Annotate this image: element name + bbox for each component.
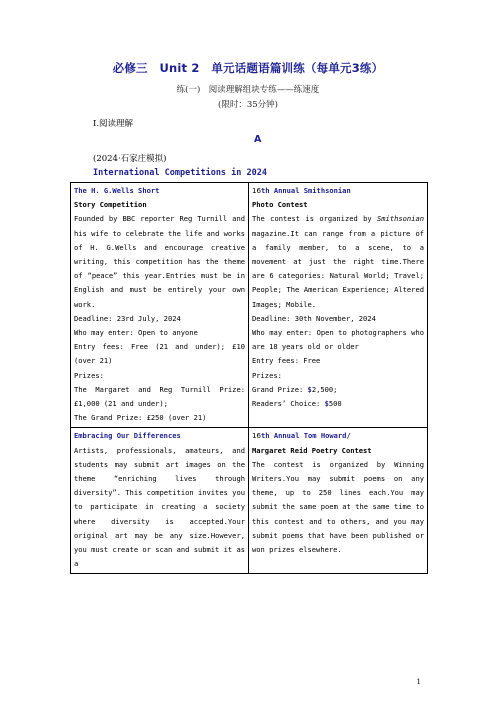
grand-prize-label: Grand Prize:	[252, 384, 308, 394]
dollar-sign-icon: $	[324, 399, 329, 409]
wells-deadline: Deadline: 23rd July, 2024	[74, 313, 181, 323]
wells-description: Founded by BBC reporter Reg Turnill and his wife to celebrate the life and works of H. G.Wells and encourage creative writing, this competition has the theme of “peace” this year.Entries must be in English and must be entirely your own work.	[74, 214, 245, 309]
smithsonian-deadline: Deadline: 30th November, 2024	[252, 313, 376, 323]
cell-smithsonian-contest	[249, 183, 428, 428]
wells-prize-2: The Grand Prize: £250 (over 21)	[74, 413, 207, 423]
wells-prizes-label: Prizes:	[74, 370, 104, 380]
readers-choice-amount: 500	[328, 399, 342, 409]
wells-prize-1: The Margaret and Reg Turnill Prize: £1,000 (21 and under);	[74, 384, 245, 409]
wells-entry-fees: Entry fees: Free (21 and under); £10 (over 21)	[74, 342, 245, 366]
competitions-table	[70, 182, 428, 574]
smithsonian-title-line2: Photo Contest	[252, 200, 308, 210]
poetry-description: The contest is organized by Winning Writers.You may submit poems on any theme, up to 250 lines each.You may submit the same poem at the same time to this contest and to others, and you may submit poems that have been published or won prizes elsewhere.	[252, 459, 424, 555]
smithsonian-ordinal: 16	[252, 186, 262, 195]
dollar-sign-icon: $	[307, 384, 312, 394]
wells-who-may-enter: Who may enter: Open to anyone	[74, 328, 198, 338]
page-title: 必修三 Unit 2 单元话题语篇训练（每单元3练）	[112, 61, 384, 75]
poetry-title-line2: Margaret Reid Poetry Contest	[252, 445, 372, 455]
embracing-description: Artists, professionals, amateurs, and students may submit art images on the theme “enriching lives through diversity”. This competition invites you to participate in creating a society where diversity is accepted.Your original art may be any size.However, you must create or scan and submit it as a	[74, 445, 245, 569]
readers-choice-label: Readers’ Choice:	[252, 399, 325, 409]
poetry-ordinal: 16	[252, 431, 262, 441]
smithsonian-readers-choice	[252, 397, 424, 411]
section-heading: Ⅰ.阅读理解	[93, 119, 134, 129]
smithsonian-who-may-enter: Who may enter: Open to photographers who are 18 years old or older	[252, 328, 424, 352]
smithsonian-prizes-label: Prizes:	[252, 370, 282, 380]
embracing-title: Embracing Our Differences	[74, 431, 181, 441]
time-limit: (限时：35分钟)	[218, 100, 278, 110]
smithsonian-entry-fees: Entry fees: Free	[252, 356, 321, 366]
passage-source: (2024·石家庄模拟)	[93, 154, 167, 164]
cell-embracing-differences	[71, 428, 249, 574]
cell-poetry-contest	[249, 428, 428, 574]
smithsonian-grand-prize	[252, 383, 424, 397]
poetry-title-line1: th Annual Tom Howard/	[261, 431, 351, 441]
wells-title-line1: The H. G.Wells Short	[74, 186, 160, 195]
page-number: 1	[416, 678, 421, 686]
cell-wells-competition	[71, 183, 249, 428]
grand-prize-amount: 2,500;	[311, 384, 338, 394]
passage-title: International Competitions in 2024	[93, 168, 267, 178]
exercise-subtitle: 练(一) 阅读理解组块专练——练速度	[176, 85, 320, 95]
wells-title-line2: Story Competition	[74, 200, 147, 210]
passage-letter: A	[254, 134, 262, 145]
smithsonian-title-line1: th Annual Smithsonian	[261, 186, 351, 195]
smithsonian-description	[252, 212, 424, 311]
smithsonian-magazine-name: Smithsonian	[377, 214, 424, 224]
smithsonian-desc-rest: magazine.It can range from a picture of a family member, to a scene, to a movement at just the right time.There are 6 categories: Natural World; Travel; People; The American Experience; Altered Images; Mobile.	[252, 228, 424, 309]
smithsonian-desc-start: The contest is organized by	[252, 214, 378, 224]
